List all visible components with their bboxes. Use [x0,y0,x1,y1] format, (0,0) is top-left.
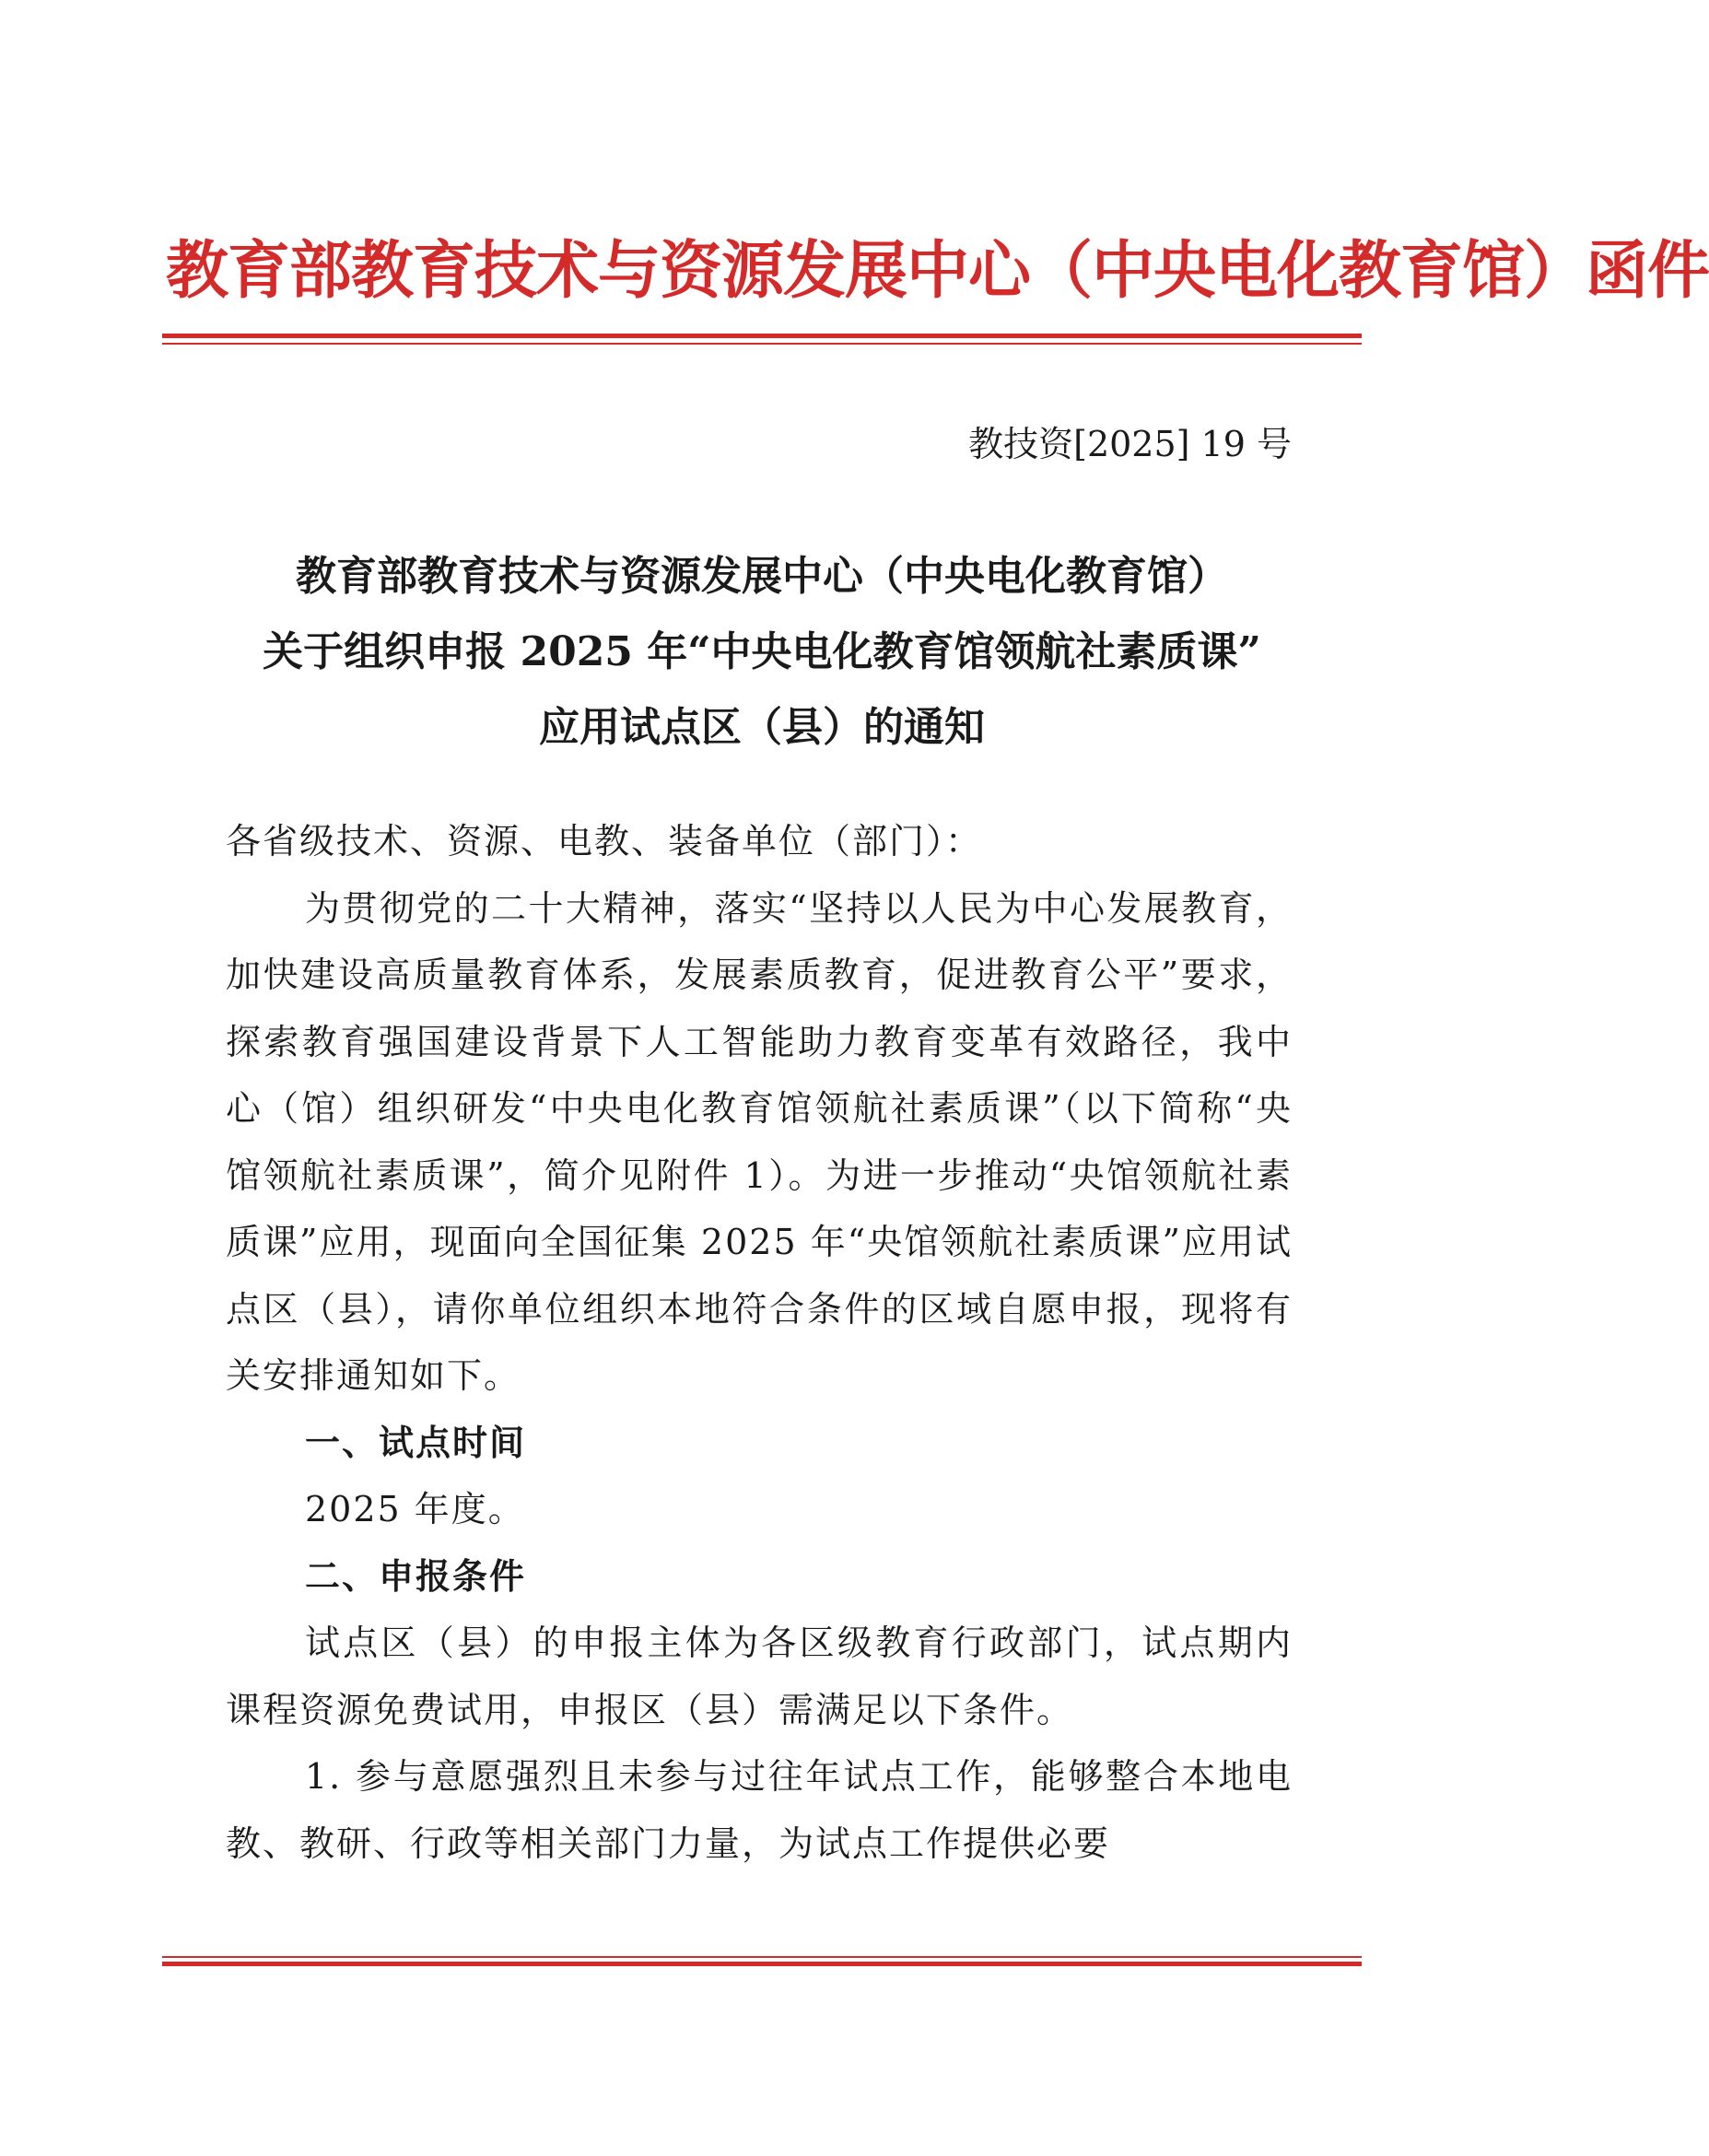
document-body [226,808,1293,1877]
section-text-conditions: 试点区（县）的申报主体为各区级教育行政部门，试点期内课程资源免费试用，申报区（县）需满足以下条件。 [226,1623,1293,1730]
footer-rule-thin [162,1956,1362,1958]
section-heading-pilot-time: 一、试点时间 [305,1422,527,1463]
title-line-1: 教育部教育技术与资源发展中心（中央电化教育馆） [296,553,1228,600]
section-text-pilot-time: 2025 年度。 [305,1489,525,1529]
title-line-3: 应用试点区（县）的通知 [539,704,985,751]
letterhead-title: 教育部教育技术与资源发展中心（中央电化教育馆）函件 [166,235,1709,308]
intro-paragraph: 为贯彻党的二十大精神，落实“坚持以人民为中心发展教育，加快建设高质量教育体系，发展素质教育，促进教育公平”要求，探索教育强国建设背景下人工智能助力教育变革有效路径，我中心（馆）组织研发“中央电化教育馆领航社素质课”（以下简称“央馆领航社素质课”，简介见附件 1）。为进一步推动“央馆领航社素质课”应用，现面向全国征集 2025 年“央馆领航社素质课”应用试点区（县），请你单位组织本地符合条件的区域自愿申报，现将有关安排通知如下。 [226,887,1293,1396]
letterhead-rule-thick [162,334,1362,338]
document-number: 教技资[2025] 19 号 [968,424,1292,464]
letterhead-rule-thin [162,343,1362,345]
condition-item-1: 1. 参与意愿强烈且未参与过往年试点工作，能够整合本地电教、教研、行政等相关部门力量，为试点工作提供必要 [226,1756,1293,1864]
document-title [166,539,1358,766]
salutation: 各省级技术、资源、电教、装备单位（部门）： [226,821,983,861]
title-line-2: 关于组织申报 2025 年“中央电化教育馆领航社素质课” [263,628,1261,675]
footer-rule-thick [162,1962,1362,1966]
section-heading-conditions: 二、申报条件 [305,1555,527,1597]
